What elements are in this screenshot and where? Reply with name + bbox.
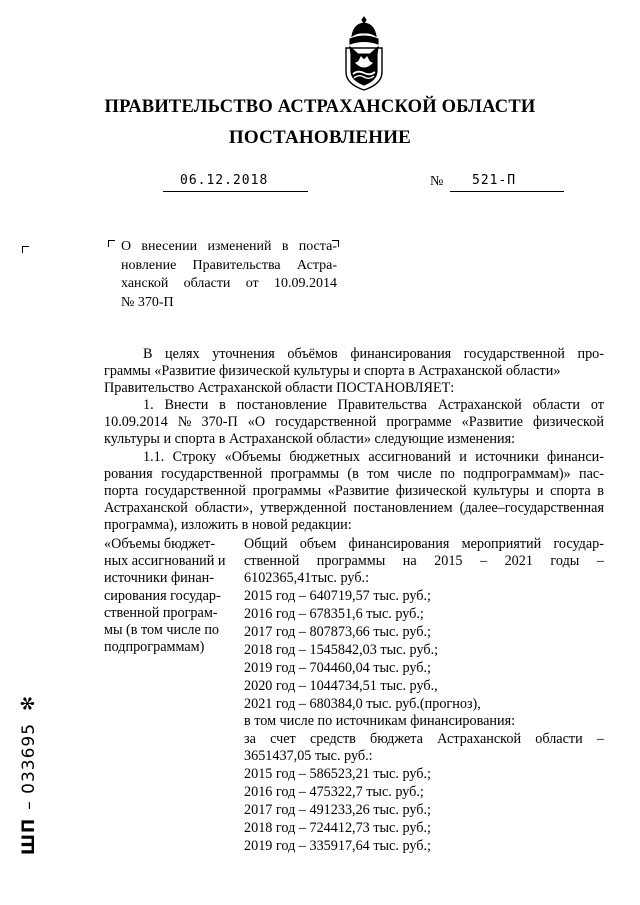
subject-line: О внесении изменений в поста-: [121, 239, 337, 254]
body-line: программа), изложить в новой редакции:: [104, 517, 352, 533]
number-label: №: [430, 174, 444, 189]
serial-number: – 033695: [19, 722, 39, 810]
funding-line: 2016 год – 678351,6 тыс. руб.;: [244, 606, 424, 622]
body-line: В целях уточнения объёмов финансирования государственной про-: [143, 346, 604, 362]
subject-line: новление Правительства Астра-: [121, 257, 337, 273]
corner-mark-left: [22, 246, 29, 253]
body-line: культуры и спорта в Астраханской области» следующие изменения:: [104, 431, 516, 447]
subject-line: ханской области от 10.09.2014: [121, 276, 337, 291]
number-line: [450, 173, 564, 192]
date-line: [163, 173, 308, 192]
funding-line: за счет средств бюджета Астраханской области –: [244, 731, 604, 747]
body-line: граммы «Развитие физической культуры и спорта в Астраханской области»: [104, 363, 561, 379]
body-line: 1.1. Строку «Объемы бюджетных ассигнований и источники финанси-: [143, 449, 604, 465]
funding-line: 2017 год – 807873,66 тыс. руб.;: [244, 624, 431, 640]
body-line: порта государственной программы «Развитие физической культуры и спорта в: [104, 483, 604, 499]
funding-line: 2015 год – 586523,21 тыс. руб.;: [244, 766, 431, 782]
serial-mark: ✻: [18, 694, 39, 711]
doc-number: 521-П: [472, 173, 517, 188]
funding-line: ственной программы на 2015 – 2021 годы –: [244, 553, 604, 569]
funding-line: 2018 год – 724412,73 тыс. руб.;: [244, 820, 431, 836]
subject-title: [121, 238, 337, 312]
body-line: Астраханской области», утвержденной постановлением (далее–государственная: [104, 500, 604, 516]
body-line: 1. Внести в постановление Правительства Астраханской области от: [143, 397, 604, 413]
funding-line: 2016 год – 475322,7 тыс. руб.;: [244, 784, 424, 800]
funding-line: Общий объем финансирования мероприятий государ-: [244, 536, 604, 552]
body-line: Правительство Астраханской области ПОСТАНОВЛЯЕТ:: [104, 380, 455, 396]
funding-row-label: «Объемы бюджет- ных ассигнований и источники финан- сирования государ- ственной програм- мы (в том числе по подпрограммам): [104, 536, 226, 656]
funding-line: 2021 год – 680384,0 тыс. руб.(прогноз),: [244, 696, 481, 712]
funding-line: 6102365,41тыс. руб.:: [244, 570, 370, 586]
coat-of-arms-icon: [338, 14, 390, 92]
body-line: 10.09.2014 № 370-П «О государственной программе «Развитие физической: [104, 414, 604, 430]
funding-line: 2017 год – 491233,26 тыс. руб.;: [244, 802, 431, 818]
doc-date: 06.12.2018: [180, 173, 269, 188]
funding-line: 2018 год – 1545842,03 тыс. руб.;: [244, 642, 439, 658]
serial-series: ШП: [19, 817, 39, 855]
funding-line: 2015 год – 640719,57 тыс. руб.;: [244, 588, 431, 604]
subject-corner-left: [108, 240, 115, 247]
serial-number-stamp: [18, 695, 39, 855]
subject-line: № 370-П: [121, 294, 174, 310]
funding-line: 2020 год – 1044734,51 тыс. руб.,: [244, 678, 438, 694]
funding-line: 3651437,05 тыс. руб.:: [244, 748, 373, 764]
org-title: ПРАВИТЕЛЬСТВО АСТРАХАНСКОЙ ОБЛАСТИ: [104, 97, 536, 117]
body-line: рования государственной программы (в том числе по подпрограммам)» пас-: [104, 466, 604, 482]
funding-line: 2019 год – 335917,64 тыс. руб.;: [244, 838, 431, 854]
doc-type-title: ПОСТАНОВЛЕНИЕ: [228, 127, 412, 148]
funding-line: в том числе по источникам финансирования:: [244, 713, 516, 729]
funding-line: 2019 год – 704460,04 тыс. руб.;: [244, 660, 431, 676]
